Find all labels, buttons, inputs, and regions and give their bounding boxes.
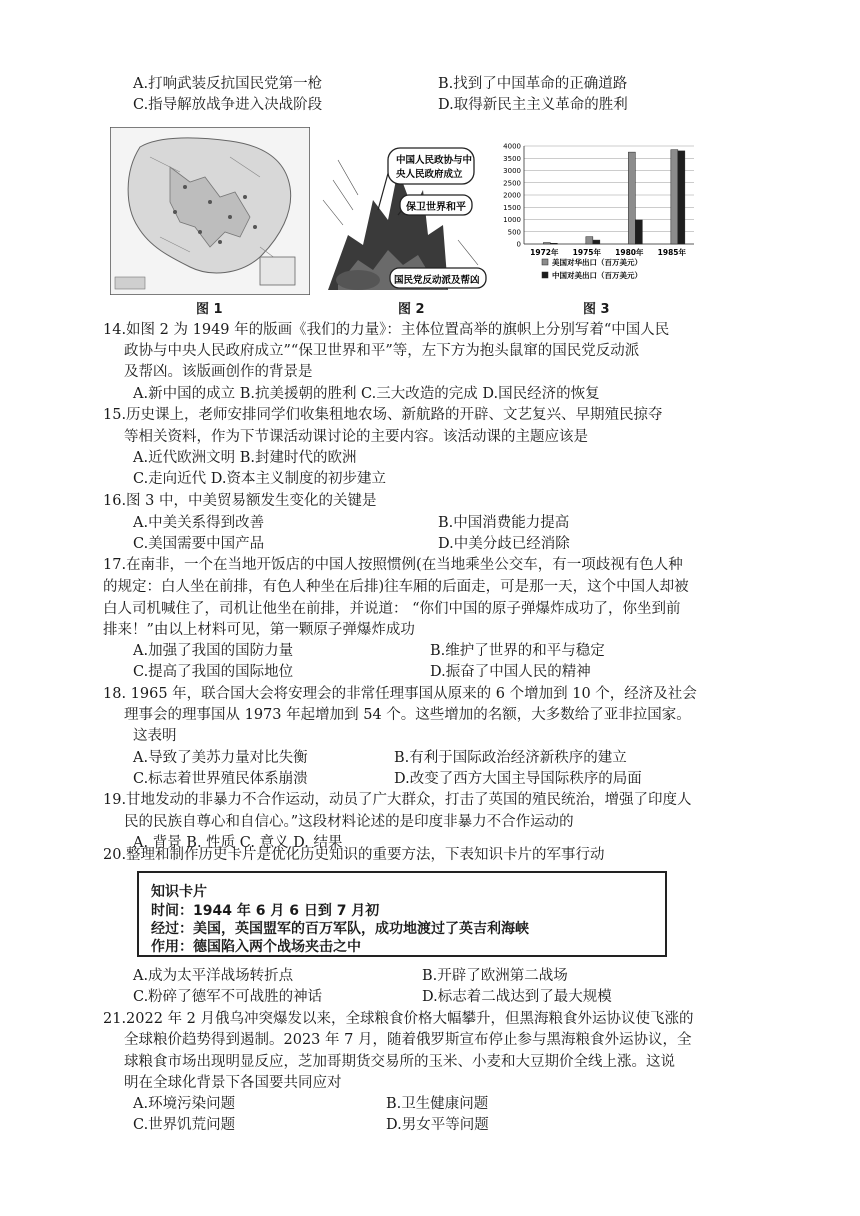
card-title: 知识卡片	[151, 884, 207, 900]
q21-stem-line3: 球粮食市场出现明显反应，芝加哥期货交易所的玉米、小麦和大豆期价全线上涨。这说	[124, 1054, 675, 1070]
q16-option-d: D.中美分歧已经消除	[438, 536, 570, 552]
figure-2-banner-1: 中国人民政协与中	[396, 155, 473, 166]
q17-stem-line1: 17.在南非，一个在当地开饭店的中国人按照惯例(在当地乘坐公交车，有一项歧视有色人种	[103, 557, 683, 573]
bar-cn-0	[550, 243, 557, 244]
q17-option-b: B.维护了世界的和平与稳定	[430, 643, 605, 659]
q14-stem-line2: 政协与中央人民政府成立”“保卫世界和平”等，左下方为抱头鼠窜的国民党反动派	[124, 343, 640, 359]
figure-2-banner-2: 保卫世界和平	[406, 202, 466, 213]
q17-option-c: C.提高了我国的国际地位	[133, 664, 294, 680]
bar-cn-2	[635, 220, 642, 244]
q18-option-b: B.有利于国际政治经济新秩序的建立	[394, 750, 627, 766]
y-tick-label: 0	[516, 240, 521, 249]
y-tick-label: 3000	[503, 167, 521, 175]
figure-1-map	[110, 127, 310, 295]
q14-options: A.新中国的成立 B.抗美援朝的胜利 C.三大改造的完成 D.国民经济的恢复	[133, 386, 600, 402]
figure-2-banner-1b: 央人民政府成立	[396, 169, 463, 180]
y-tick-label: 2000	[503, 191, 521, 200]
q18-option-a: A.导致了美苏力量对比失衡	[133, 750, 308, 766]
figure-2-woodcut	[318, 140, 490, 298]
figure-1-caption: 图 1	[196, 302, 223, 317]
q17-stem-line3: 白人司机喊住了，司机让他坐在前排，并说道： “你们中国的原子弹爆炸成功了，你坐到前	[103, 601, 681, 617]
q16-stem: 16.图 3 中，中美贸易额发生变化的关键是	[103, 493, 377, 509]
figure-3-caption: 图 3	[583, 302, 610, 317]
q13-option-d: D.取得新民主主义革命的胜利	[438, 97, 628, 113]
q16-option-a: A.中美关系得到改善	[133, 515, 265, 531]
card-time: 时间：1944 年 6 月 6 日到 7 月初	[151, 903, 380, 919]
legend-swatch-0	[542, 259, 548, 265]
legend-label-1: 中国对美出口（百万美元）	[552, 271, 642, 280]
q15-stem-line1: 15.历史课上，老师安排同学们收集租地农场、新航路的开辟、文艺复兴、早期殖民掠夺	[103, 407, 663, 423]
q13-option-b: B.找到了中国革命的正确道路	[438, 76, 628, 92]
figure-2-caption: 图 2	[398, 302, 425, 317]
q15-options-ab: A.近代欧洲文明 B.封建时代的欧洲	[133, 450, 357, 466]
card-effect: 作用：德国陷入两个战场夹击之中	[151, 939, 361, 955]
knowledge-card	[137, 871, 667, 957]
q19-stem-line1: 19.甘地发动的非暴力不合作运动，动员了广大群众，打击了英国的殖民统治，增强了印度人	[103, 792, 692, 808]
q17-stem-line4: 排来！”由以上材料可见，第一颗原子弹爆炸成功	[103, 622, 415, 638]
q13-option-c: C.指导解放战争进入决战阶段	[133, 97, 323, 113]
q15-stem-line2: 等相关资料，作为下节课活动课讨论的主要内容。该活动课的主题应该是	[124, 429, 588, 445]
x-tick-label: 1980年	[615, 248, 644, 257]
x-tick-label: 1985年	[657, 248, 687, 257]
y-tick-label: 500	[507, 228, 521, 237]
y-tick-label: 2500	[503, 179, 521, 188]
q17-option-d: D.振奋了中国人民的精神	[430, 664, 591, 680]
q21-stem-line1: 21.2022 年 2 月俄乌冲突爆发以来，全球粮食价格大幅攀升，但黑海粮食外运协议使飞涨的	[103, 1011, 694, 1027]
q21-stem-line4: 明在全球化背景下各国要共同应对	[124, 1075, 342, 1091]
bar-cn-3	[678, 151, 685, 244]
q18-option-c: C.标志着世界殖民体系崩溃	[133, 771, 308, 787]
bar-cn-1	[593, 240, 600, 244]
y-tick-label: 1500	[503, 203, 521, 212]
bar-us-0	[543, 243, 550, 244]
figure-2-banner-3: 国民党反动派及帮凶	[394, 275, 480, 286]
q21-option-d: D.男女平等问题	[386, 1117, 489, 1133]
q21-stem-line2: 全球粮价趋势得到遏制。2023 年 7 月，随着俄罗斯宣布停止参与黑海粮食外运协议，全	[124, 1032, 692, 1048]
q21-option-b: B.卫生健康问题	[386, 1096, 489, 1112]
q20-option-d: D.标志着二战达到了最大规模	[422, 989, 612, 1005]
bar-us-3	[671, 150, 678, 244]
q13-option-a: A.打响武装反抗国民党第一枪	[133, 76, 323, 92]
q14-stem-line3: 及帮凶。该版画创作的背景是	[124, 364, 313, 380]
legend-swatch-1	[542, 272, 548, 278]
x-tick-label: 1972年	[530, 248, 559, 257]
q20-option-a: A.成为太平洋战场转折点	[133, 968, 294, 984]
q18-stem-line3: 这表明	[133, 728, 177, 744]
q20-option-c: C.粉碎了德军不可战胜的神话	[133, 989, 323, 1005]
figure-3-bar-chart	[492, 140, 700, 300]
legend-label-0: 美国对华出口（百万美元）	[552, 258, 642, 267]
card-process: 经过：美国，英国盟军的百万军队，成功地渡过了英吉利海峡	[151, 921, 529, 937]
y-tick-label: 1000	[503, 216, 521, 224]
q17-stem-line2: 的规定：白人坐在前排，有色人种坐在后排)往车厢的后面走，可是那一天，这个中国人却被	[103, 579, 689, 595]
q18-stem-line1: 18. 1965 年，联合国大会将安理会的非常任理事国从原来的 6 个增加到 10 个，经济及社会	[103, 686, 697, 702]
y-tick-label: 3500	[503, 154, 521, 163]
bar-us-2	[628, 152, 635, 244]
bar-us-1	[586, 237, 593, 244]
q15-options-cd: C.走向近代 D.资本主义制度的初步建立	[133, 471, 387, 487]
x-tick-label: 1975年	[572, 248, 602, 257]
q14-stem-line1: 14.如图 2 为 1949 年的版画《我们的力量》：主体位置高举的旗帜上分别写着“中国人民	[103, 322, 670, 338]
q16-option-c: C.美国需要中国产品	[133, 536, 265, 552]
q18-stem-line2: 理事会的理事国从 1973 年起增加到 54 个。这些增加的名额，大多数给了亚非拉国家。	[124, 707, 691, 723]
q19-stem-line2: 民的民族自尊心和自信心。”这段材料论述的是印度非暴力不合作运动的	[124, 814, 574, 830]
q18-option-d: D.改变了西方大国主导国际秩序的局面	[394, 771, 642, 787]
q21-option-c: C.世界饥荒问题	[133, 1117, 236, 1133]
q20-stem: 20.整理和制作历史卡片是优化历史知识的重要方法，下表知识卡片的军事行动	[103, 847, 605, 863]
q21-option-a: A.环境污染问题	[133, 1096, 236, 1112]
q20-option-b: B.开辟了欧洲第二战场	[422, 968, 568, 984]
q16-option-b: B.中国消费能力提高	[438, 515, 570, 531]
q19-options: A. 背景 B. 性质 C. 意义 D. 结果	[133, 835, 343, 851]
y-tick-label: 4000	[503, 142, 521, 151]
q17-option-a: A.加强了我国的国防力量	[133, 643, 294, 659]
